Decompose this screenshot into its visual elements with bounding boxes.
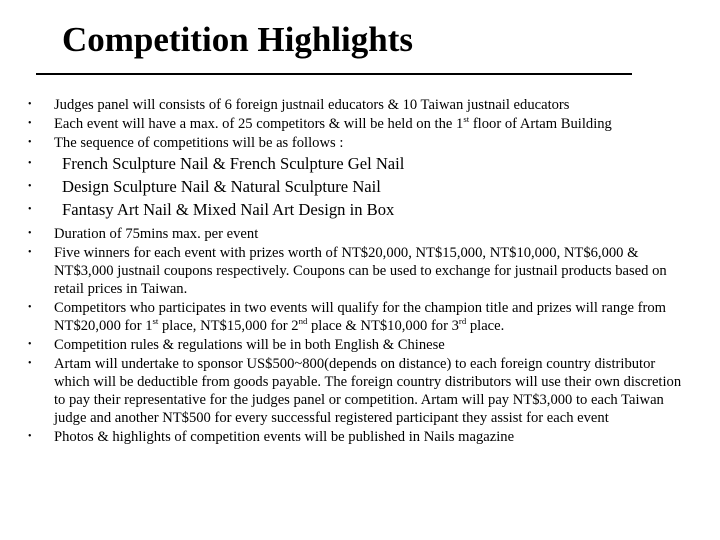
bullet-icon: • xyxy=(28,137,32,148)
bullet-icon: • xyxy=(28,431,32,442)
list-item-text: Each event will have a max. of 25 competitors & will be held on the 1 xyxy=(54,116,464,132)
bullet-icon: • xyxy=(28,204,32,215)
list-item xyxy=(24,355,694,427)
ordinal-suffix: nd xyxy=(298,316,308,327)
list-item xyxy=(24,115,694,133)
ordinal-suffix: st xyxy=(152,316,159,327)
bullet-icon: • xyxy=(28,247,32,258)
list-item xyxy=(24,199,694,220)
list-item-text: place. xyxy=(466,318,505,334)
list-item-text: Duration of 75mins max. per event xyxy=(54,226,259,242)
list-item-text: The sequence of competitions will be as follows : xyxy=(54,135,344,151)
list-item xyxy=(24,225,694,243)
list-item-text: Photos & highlights of competition events will be published in Nails magazine xyxy=(54,429,515,445)
bullet-icon: • xyxy=(28,302,32,313)
list-item-text: Five winners for each event with prizes worth of NT$20,000, NT$15,000, NT$10,000, NT$6,000 & NT$3,000 justnail coupons respectively. Coupons can be used to exchange for justnail products based on retail prices in Taiwan. xyxy=(54,245,667,297)
list-item-text: Fantasy Art Nail & Mixed Nail Art Design in Box xyxy=(62,200,395,219)
list-item-text: Artam will undertake to sponsor US$500~800(depends on distance) to each foreign country distributor which will be deductible from goods payable. The foreign country distributors will use their own discretion to pay their representative for the judges panel or competition. Artam will pay NT$3,000 to each Taiwan judge and another NT$500 for every successful registered participant they assist for each event xyxy=(54,356,682,426)
highlights-list xyxy=(24,96,694,447)
list-item xyxy=(24,299,694,335)
list-item-text: place & NT$10,000 for 3 xyxy=(307,318,459,334)
list-item xyxy=(24,336,694,354)
list-item-text: Competition rules & regulations will be in both English & Chinese xyxy=(54,337,445,353)
list-item xyxy=(24,428,694,446)
list-item xyxy=(24,176,694,197)
title-underline xyxy=(36,73,632,75)
bullet-icon: • xyxy=(28,118,32,129)
bullet-icon: • xyxy=(28,339,32,350)
page-title: Competition Highlights xyxy=(62,20,414,59)
bullet-icon: • xyxy=(28,358,32,369)
list-item xyxy=(24,134,694,152)
ordinal-suffix: rd xyxy=(458,316,467,327)
ordinal-suffix: st xyxy=(463,114,470,125)
bullet-icon: • xyxy=(28,228,32,239)
list-item xyxy=(24,96,694,114)
list-item-text: Design Sculpture Nail & Natural Sculpture Nail xyxy=(62,177,381,196)
list-item-text: Judges panel will consists of 6 foreign justnail educators & 10 Taiwan justnail educators xyxy=(54,97,570,113)
list-item-text: Competitors who participates in two events will qualify for the champion title and prizes will range from NT$20,000 for 1 xyxy=(54,300,666,334)
bullet-icon: • xyxy=(28,158,32,169)
list-item-text: place, NT$15,000 for 2 xyxy=(158,318,299,334)
bullet-icon: • xyxy=(28,99,32,110)
list-item xyxy=(24,244,694,298)
list-item-text: floor of Artam Building xyxy=(469,116,612,132)
bullet-icon: • xyxy=(28,181,32,192)
list-item xyxy=(24,153,694,174)
list-item-text: French Sculpture Nail & French Sculpture Gel Nail xyxy=(62,154,405,173)
